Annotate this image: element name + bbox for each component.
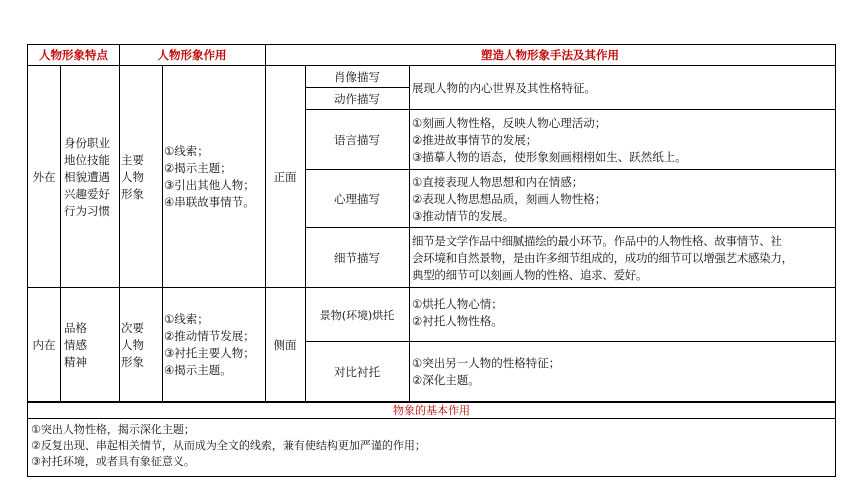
method-detail: 细节描写 [334, 250, 380, 265]
effect-item: ①直接表现人物思想和内在情感； [412, 174, 584, 189]
grid-line [305, 65, 306, 402]
psychology-effects [409, 170, 835, 228]
table-border-bottom [27, 476, 836, 477]
trait-item: 情感 [64, 337, 87, 352]
grid-line [60, 65, 61, 402]
grid-line [162, 65, 163, 402]
role-label-line: 主要 [121, 152, 144, 167]
role-item: ②揭示主题； [164, 161, 232, 175]
effect-item: 会环境和自然景物，是由许多细节组成的，成功的细节可以增强艺术感染力， [412, 250, 793, 265]
role-item: ③衬托主要人物； [164, 346, 255, 360]
method-language: 语言描写 [334, 132, 380, 147]
trait-item: 精神 [64, 354, 87, 369]
grid-line [305, 109, 835, 110]
scenery-effects [409, 288, 835, 342]
effect-item: ②衬托人物性格。 [412, 314, 503, 328]
role-label-line: 人物 [121, 169, 144, 184]
trait-item: 地位技能 [64, 152, 110, 167]
detail-effects [409, 228, 835, 288]
effect-item: ②深化主题。 [412, 373, 480, 387]
method-portrait: 肖像描写 [334, 69, 380, 84]
role-label-line: 形象 [121, 354, 144, 369]
trait-item: 相貌遭遇 [64, 169, 110, 184]
language-effects [409, 110, 835, 170]
header-methods: 塑造人物形象手法及其作用 [481, 48, 619, 62]
effect-item: 细节是文学作品中细腻描绘的最小环节。作品中的人物性格、故事情节、社 [412, 233, 782, 248]
grid-line [265, 44, 266, 402]
grid-line [27, 287, 836, 288]
effect-item: ③描摹人物的语态，使形象刻画栩栩如生、跃然纸上。 [412, 149, 687, 164]
inner-side: 侧面 [273, 337, 297, 352]
table-border-right [835, 44, 836, 477]
effect-item: ①突出另一人物的性格特征； [412, 356, 561, 370]
trait-item: 行为习惯 [64, 203, 110, 218]
footer-item: ②反复出现、串起相关情节，从而成为全文的线索，兼有使结构更加严谨的作用； [31, 439, 426, 452]
outer-side: 正面 [273, 169, 297, 184]
outer-label: 外在 [32, 169, 56, 184]
inner-role-items [162, 288, 265, 402]
grid-line [305, 169, 835, 170]
grid-line [305, 227, 835, 228]
effect-item: ②表现人物思想品质，刻画人物性格； [412, 191, 607, 206]
effect-item: 典型的细节可以刻画人物的性格、追求、爱好。 [412, 267, 648, 282]
role-item: ①线索； [164, 312, 209, 326]
contrast-effects [409, 342, 835, 402]
effect-item: ②推进故事情节的发展； [412, 132, 538, 147]
shared-effect: 展现人物的内心世界及其性格特征。 [412, 80, 596, 95]
trait-item: 兴趣爱好 [64, 186, 110, 201]
role-label-line: 次要 [121, 320, 144, 335]
method-psychology: 心理描写 [334, 191, 380, 206]
grid-line [409, 65, 410, 402]
table-border-top [27, 44, 836, 45]
effect-item: ③推动情节的发展。 [412, 208, 515, 223]
outer-role-items [162, 66, 265, 288]
role-label-line: 人物 [121, 337, 144, 352]
header-traits: 人物形象特点 [39, 48, 108, 62]
footer-item: ③衬托环境，或者具有象征意义。 [31, 455, 195, 468]
role-item: ④揭示主题。 [164, 363, 232, 377]
role-item: ①线索； [164, 144, 209, 158]
role-item: ②推动情节发展； [164, 329, 255, 343]
grid-line [27, 401, 836, 403]
outer-role-label [119, 66, 162, 288]
grid-line [27, 418, 836, 419]
method-action: 动作描写 [334, 91, 380, 106]
footer-title: 物象的基本作用 [393, 404, 470, 417]
grid-line [305, 87, 409, 88]
role-item: ④串联故事情节。 [164, 195, 255, 209]
method-contrast: 对比衬托 [334, 364, 380, 379]
inner-traits [60, 288, 119, 402]
effect-item: ①烘托人物心情； [412, 297, 503, 311]
header-role: 人物形象作用 [157, 48, 227, 62]
role-item: ③引出其他人物； [164, 178, 255, 192]
table-border-left [27, 44, 28, 477]
grid-line [27, 65, 836, 66]
inner-role-label [119, 288, 162, 402]
footer-items [28, 420, 835, 477]
inner-label: 内在 [32, 337, 56, 352]
effect-item: ①刻画人物性格，反映人物心理活动； [412, 115, 607, 130]
trait-item: 身份职业 [64, 135, 110, 150]
trait-item: 品格 [64, 320, 87, 335]
grid-line [305, 341, 835, 342]
outer-traits [60, 66, 119, 288]
method-scenery: 景物(环境)烘托 [319, 308, 395, 322]
role-label-line: 形象 [121, 186, 144, 201]
footer-item: ①突出人物性格，揭示深化主题； [31, 423, 195, 436]
grid-line [119, 44, 120, 402]
